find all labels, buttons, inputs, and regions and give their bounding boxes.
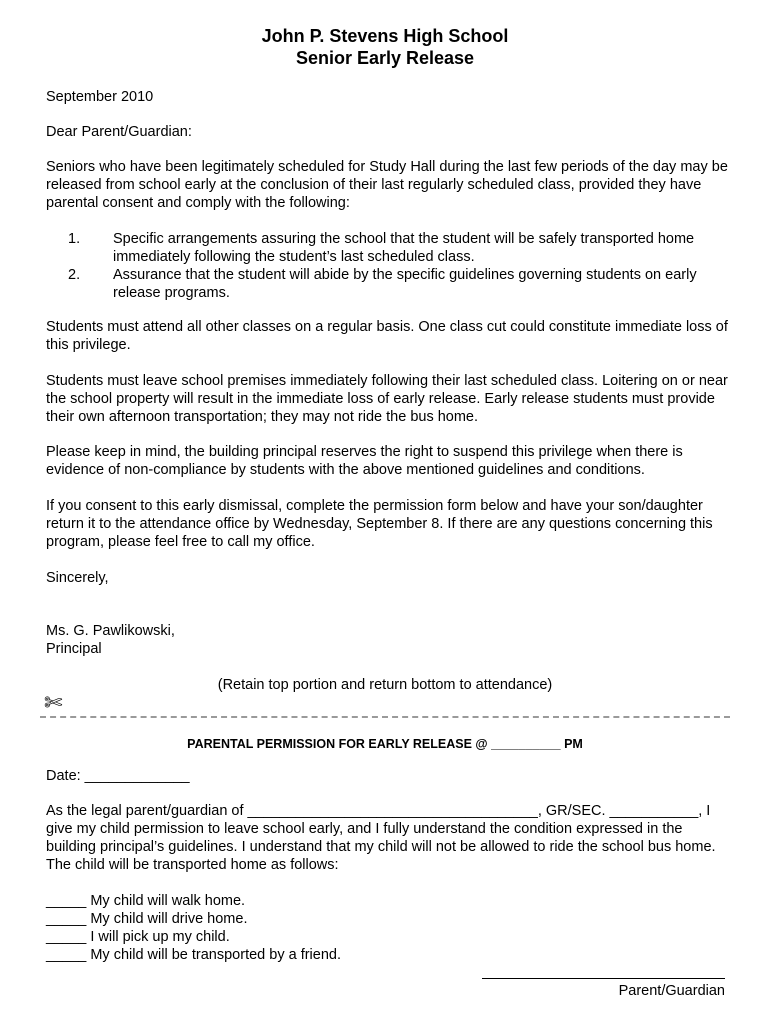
- transport-option: _____ My child will be transported by a friend.: [46, 947, 341, 963]
- transport-option: _____ My child will drive home.: [46, 911, 248, 927]
- condition-text: Specific arrangements assuring the school that the student will be safely transported home immediately following the student’s last scheduled class.: [113, 231, 695, 265]
- signer-name: Ms. G. Pawlikowski,: [46, 623, 175, 639]
- condition-number: 2.: [68, 267, 81, 283]
- signer-title: Principal: [46, 641, 102, 657]
- closing: Sincerely,: [46, 570, 109, 586]
- document-title: Senior Early Release: [295, 48, 475, 68]
- salutation: Dear Parent/Guardian:: [46, 124, 192, 140]
- condition-number: 1.: [68, 231, 81, 247]
- permission-statement: As the legal parent/guardian of ____________________________________, GR/SEC. ___________, I give my child permission to leave school early, and I fully understand the condition expressed in the building principal’s guidelines. I understand that my child will not be allowed to ride the school bus home. The child will be transported home as follows:: [46, 803, 716, 873]
- transport-option: _____ My child will walk home.: [46, 893, 246, 909]
- condition-text: Assurance that the student will abide by the specific guidelines governing students on early release programs.: [113, 267, 697, 301]
- attendance-paragraph: Students must attend all other classes on a regular basis. One class cut could constitute immediate loss of this privilege.: [46, 319, 728, 353]
- principal-rights-paragraph: Please keep in mind, the building principal reserves the right to suspend this privilege when there is evidence of non-compliance by students with the above mentioned guidelines and conditions.: [46, 444, 683, 478]
- scissors-icon: ✄: [44, 690, 63, 715]
- school-name: John P. Stevens High School: [261, 26, 509, 46]
- retain-note: (Retain top portion and return bottom to attendance): [217, 677, 553, 693]
- signature-label: Parent/Guardian: [618, 983, 725, 999]
- cut-line: [40, 716, 730, 718]
- permission-heading: PARENTAL PERMISSION FOR EARLY RELEASE @ __________ PM: [187, 737, 583, 751]
- intro-paragraph: Seniors who have been legitimately scheduled for Study Hall during the last few periods of the day may be released from school early at the conclusion of their last regularly scheduled class, provided they have parental consent and comply with the following:: [46, 159, 728, 211]
- date-field: Date: _____________: [46, 768, 190, 784]
- leave-premises-paragraph: Students must leave school premises immediately following their last scheduled class. Loitering on or near the school property will result in the immediate loss of early release. Early release students must provide their own afternoon transportation; they may not ride the bus home.: [46, 373, 728, 425]
- transport-option: _____ I will pick up my child.: [46, 929, 230, 945]
- signature-line: [482, 978, 725, 979]
- letter-date: September 2010: [46, 89, 154, 105]
- consent-paragraph: If you consent to this early dismissal, complete the permission form below and have your son/daughter return it to the attendance office by Wednesday, September 8. If there are any questions concerning this program, please feel free to call my office.: [46, 498, 713, 550]
